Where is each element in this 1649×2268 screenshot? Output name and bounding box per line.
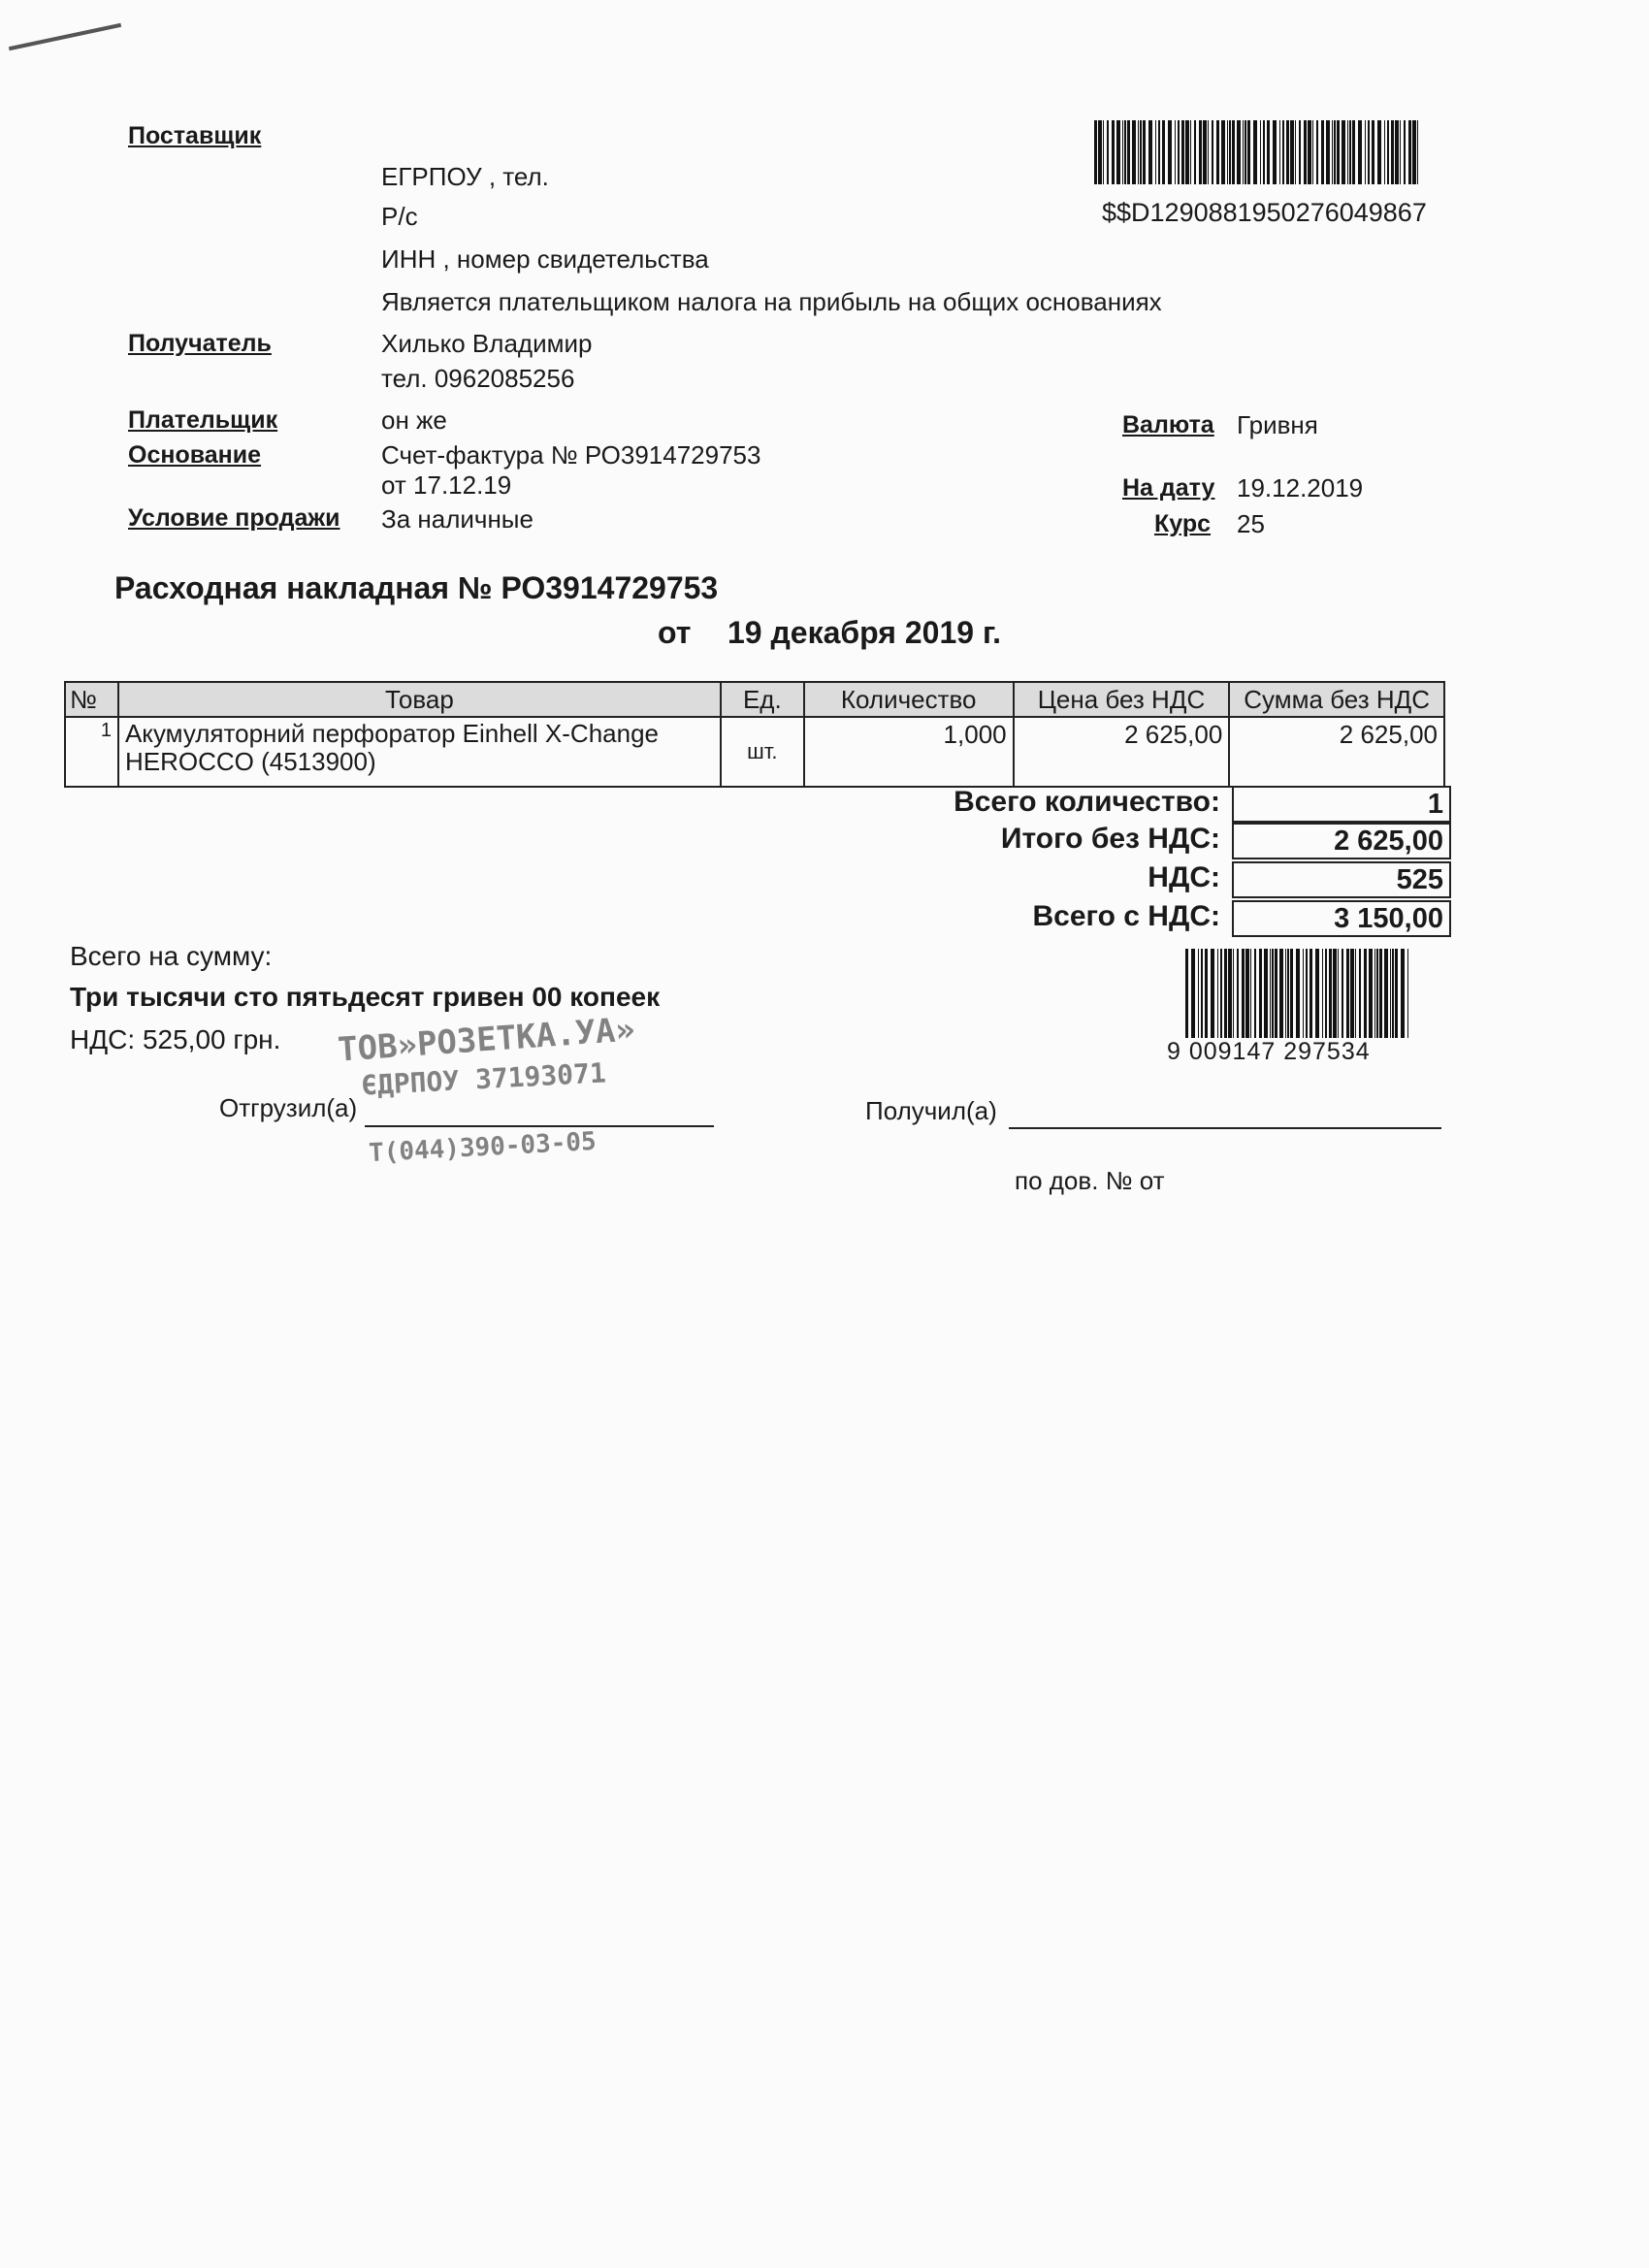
cell-number: 1 [65,717,118,787]
barcode-bar [1272,949,1274,1038]
barcode-bar [1355,949,1356,1038]
barcode-bar [1199,120,1202,184]
table-header-row [65,682,1444,717]
supplier-line-inn: ИНН , номер свидетельства [381,244,709,274]
barcode-bar [1245,949,1249,1038]
supplier-label: Поставщик [128,122,262,149]
barcode-bar [1329,949,1332,1038]
barcode-bar [1312,120,1313,184]
barcode-bar [1155,120,1156,184]
barcode-bar [1369,949,1373,1038]
barcode-bar [1379,949,1382,1038]
rate-label: Курс [1154,510,1212,537]
barcode-bar [1296,949,1300,1038]
barcode-bar [1181,120,1184,184]
on-date-value: 19.12.2019 [1237,473,1364,502]
barcode-bar [1412,120,1416,184]
shipped-label: Отгрузил(а) [219,1093,358,1122]
barcode-bar [1299,120,1301,184]
barcode-bar [1359,949,1361,1038]
barcode-bar [1365,120,1366,184]
barcode-bar [1347,120,1348,184]
cell-price: 2 625,00 [1014,717,1230,787]
barcode-bar [1282,120,1284,184]
barcode-bar [1337,120,1340,184]
barcode-bar [1267,120,1270,184]
barcode-bar [1408,120,1411,184]
barcode-bar [1332,120,1333,184]
barcode-bar [1140,120,1142,184]
barcode-bar [1203,120,1207,184]
barcode-bar [1325,949,1327,1038]
stamp-egrpou: ЄДРПОУ 37193071 [360,1056,607,1102]
barcode-bar [1250,949,1251,1038]
scan-mark [9,23,121,50]
barcode-bar [1342,949,1343,1038]
barcode-bar [1285,949,1286,1038]
col-header-price: Цена без НДС [1014,682,1230,717]
barcode-bar [1290,949,1293,1038]
total-quantity-value: 1 [1232,786,1451,823]
total-vat-value: 525 [1232,861,1451,898]
barcode-bar [1185,949,1188,1038]
barcode-bar [1138,120,1139,184]
barcode-bar [1279,949,1283,1038]
barcode-bar [1376,949,1378,1038]
barcode-bar [1237,120,1241,184]
barcode-bar [1148,120,1152,184]
barcode-bar [1112,120,1115,184]
barcode-top-icon [1094,120,1421,184]
barcode-bar [1229,120,1231,184]
barcode-bar [1175,120,1176,184]
on-date-label: На дату [1122,474,1215,502]
barcode-bar [1377,120,1381,184]
barcode-bar [1390,949,1391,1038]
col-header-number: № [65,682,118,717]
supplier-line-account: Р/с [381,202,418,231]
barcode-bar [1228,949,1232,1038]
barcode-bar [1303,949,1304,1038]
barcode-bar [1372,120,1374,184]
barcode-bar [1217,949,1218,1038]
barcode-bar [1417,120,1418,184]
barcode-bar [1216,120,1219,184]
recipient-name: Хилько Владимир [381,329,593,358]
barcode-top-text: $$D1290881950276049867 [1102,198,1427,227]
barcode-bar [1295,120,1296,184]
cell-item-line1: Акумуляторний перфоратор Einhell X-Change [124,719,659,748]
barcode-bar [1392,949,1394,1038]
barcode-bar [1243,120,1244,184]
barcode-bar [1185,120,1189,184]
barcode-bar [1162,120,1165,184]
barcode-bar [1190,120,1191,184]
barcode-bar [1094,120,1097,184]
barcode-bar [1122,120,1123,184]
barcode-bar [1124,120,1126,184]
barcode-bar [1358,120,1362,184]
recipient-label: Получатель [128,330,272,357]
barcode-bar [1349,120,1351,184]
document-date-prefix: от [658,615,692,650]
barcode-bar [1260,120,1261,184]
barcode-bar [1384,120,1385,184]
barcode-bar [1259,949,1262,1038]
currency-label: Валюта [1122,411,1214,438]
barcode-bar [1321,120,1324,184]
document-date: 19 декабря 2019 г. [728,615,1001,650]
barcode-bar [1270,949,1271,1038]
barcode-bar [1224,949,1227,1038]
barcode-bar [1158,120,1160,184]
barcode-bar [1103,120,1104,184]
barcode-bar [1116,120,1120,184]
barcode-bar [1242,949,1245,1038]
document-title: Расходная накладная № РО3914729753 [114,570,719,605]
barcode-bar [1178,120,1180,184]
col-header-unit: Ед. [721,682,804,717]
cell-quantity: 1,000 [804,717,1014,787]
barcode-bar [1232,120,1235,184]
barcode-bar [1220,949,1222,1038]
recipient-phone: тел. 0962085256 [381,364,575,393]
received-label: Получил(а) [865,1096,997,1125]
barcode-bar [1098,120,1102,184]
barcode-bottom-icon [1185,949,1410,1038]
barcode-bar [1404,120,1406,184]
stamp-phone: Т(044)390-03-05 [368,1126,598,1169]
payer-label: Плательщик [128,406,278,434]
col-header-item: Товар [118,682,721,717]
barcode-bar [1198,949,1199,1038]
barcode-bar [1201,949,1203,1038]
total-gross-value: 3 150,00 [1232,900,1451,937]
cell-sum: 2 625,00 [1229,717,1444,787]
barcode-bar [1316,120,1318,184]
barcode-bar [1211,949,1214,1038]
barcode-bar [1205,949,1208,1038]
cell-unit: шт. [721,717,804,787]
currency-value: Гривня [1237,410,1318,439]
shipped-signature-line [365,1125,714,1127]
rate-value: 25 [1237,509,1265,538]
barcode-bar [1350,949,1354,1038]
barcode-bar [1304,120,1307,184]
barcode-bar [1254,949,1256,1038]
basis-label: Основание [128,441,262,469]
sum-words-label: Всего на сумму: [70,941,273,971]
barcode-bar [1322,949,1323,1038]
barcode-bar [1368,120,1370,184]
col-header-quantity: Количество [804,682,1014,717]
barcode-bar [1107,120,1109,184]
cell-item-line2: HEROCCO (4513900) [124,747,376,776]
barcode-bar [1326,120,1330,184]
stamp-company: ТОВ»РОЗЕТКА.УА» [336,1010,637,1070]
barcode-bar [1143,120,1146,184]
barcode-bar [1208,120,1209,184]
barcode-bar [1194,120,1196,184]
barcode-bar [1233,949,1234,1038]
proxy-label: по дов. № от [1015,1166,1165,1195]
barcode-bar [1374,949,1375,1038]
barcode-bar [1245,120,1246,184]
barcode-bar [1391,120,1394,184]
total-quantity-label: Всего количество: [954,786,1220,818]
sale-condition-value: За наличные [381,504,534,534]
barcode-bar [1286,120,1289,184]
basis-invoice: Счет-фактура № РО3914729753 [381,440,761,470]
barcode-bar [1308,120,1311,184]
barcode-bar [1287,949,1289,1038]
barcode-bar [1227,120,1228,184]
items-table [64,681,1445,788]
barcode-bar [1364,949,1367,1038]
sale-condition-label: Условие продажи [128,504,340,532]
total-net-label: Итого без НДС: [1000,823,1220,855]
basis-date: от 17.12.19 [381,470,512,500]
barcode-bar [1333,949,1337,1038]
received-signature-line [1009,1127,1441,1129]
barcode-bar [1387,120,1389,184]
barcode-bar [1275,949,1277,1038]
barcode-bar [1400,120,1401,184]
barcode-bar [1342,120,1345,184]
barcode-bar [1334,120,1336,184]
supplier-line-egrpou: ЕГРПОУ , тел. [381,162,549,191]
barcode-bar [1395,120,1399,184]
barcode-bar [1395,949,1398,1038]
barcode-bar [1237,949,1239,1038]
barcode-bar [1168,120,1172,184]
barcode-bar [1401,949,1405,1038]
barcode-bar [1273,120,1277,184]
barcode-bar [1346,949,1349,1038]
barcode-bar [1384,949,1388,1038]
barcode-bottom-text: 9 009147 297534 [1167,1038,1371,1065]
barcode-bar [1212,120,1213,184]
total-net-value: 2 625,00 [1232,823,1451,859]
table-row [65,717,1444,787]
barcode-bar [1264,949,1268,1038]
barcode-bar [1338,949,1339,1038]
barcode-bar [1310,949,1312,1038]
cell-item [118,717,721,787]
barcode-bar [1315,949,1319,1038]
barcode-bar [1132,120,1136,184]
supplier-line-tax: Является плательщиком налога на прибыль на общих основаниях [381,287,1162,316]
barcode-bar [1279,120,1280,184]
barcode-bar [1247,120,1250,184]
barcode-bar [1263,120,1265,184]
barcode-bar [1127,120,1130,184]
barcode-bar [1290,120,1294,184]
barcode-bar [1221,120,1225,184]
sum-words: Три тысячи сто пятьдесят гривен 00 копеек [70,982,661,1012]
total-gross-label: Всего с НДС: [1032,900,1220,932]
barcode-bar [1253,120,1257,184]
vat-words: НДС: 525,00 грн. [70,1024,281,1054]
barcode-bar [1352,120,1355,184]
total-vat-label: НДС: [1148,861,1220,893]
col-header-sum: Сумма без НДС [1229,682,1444,717]
barcode-bar [1407,949,1408,1038]
payer-value: он же [381,405,447,435]
barcode-bar [1191,949,1195,1038]
barcode-bar [1306,949,1308,1038]
